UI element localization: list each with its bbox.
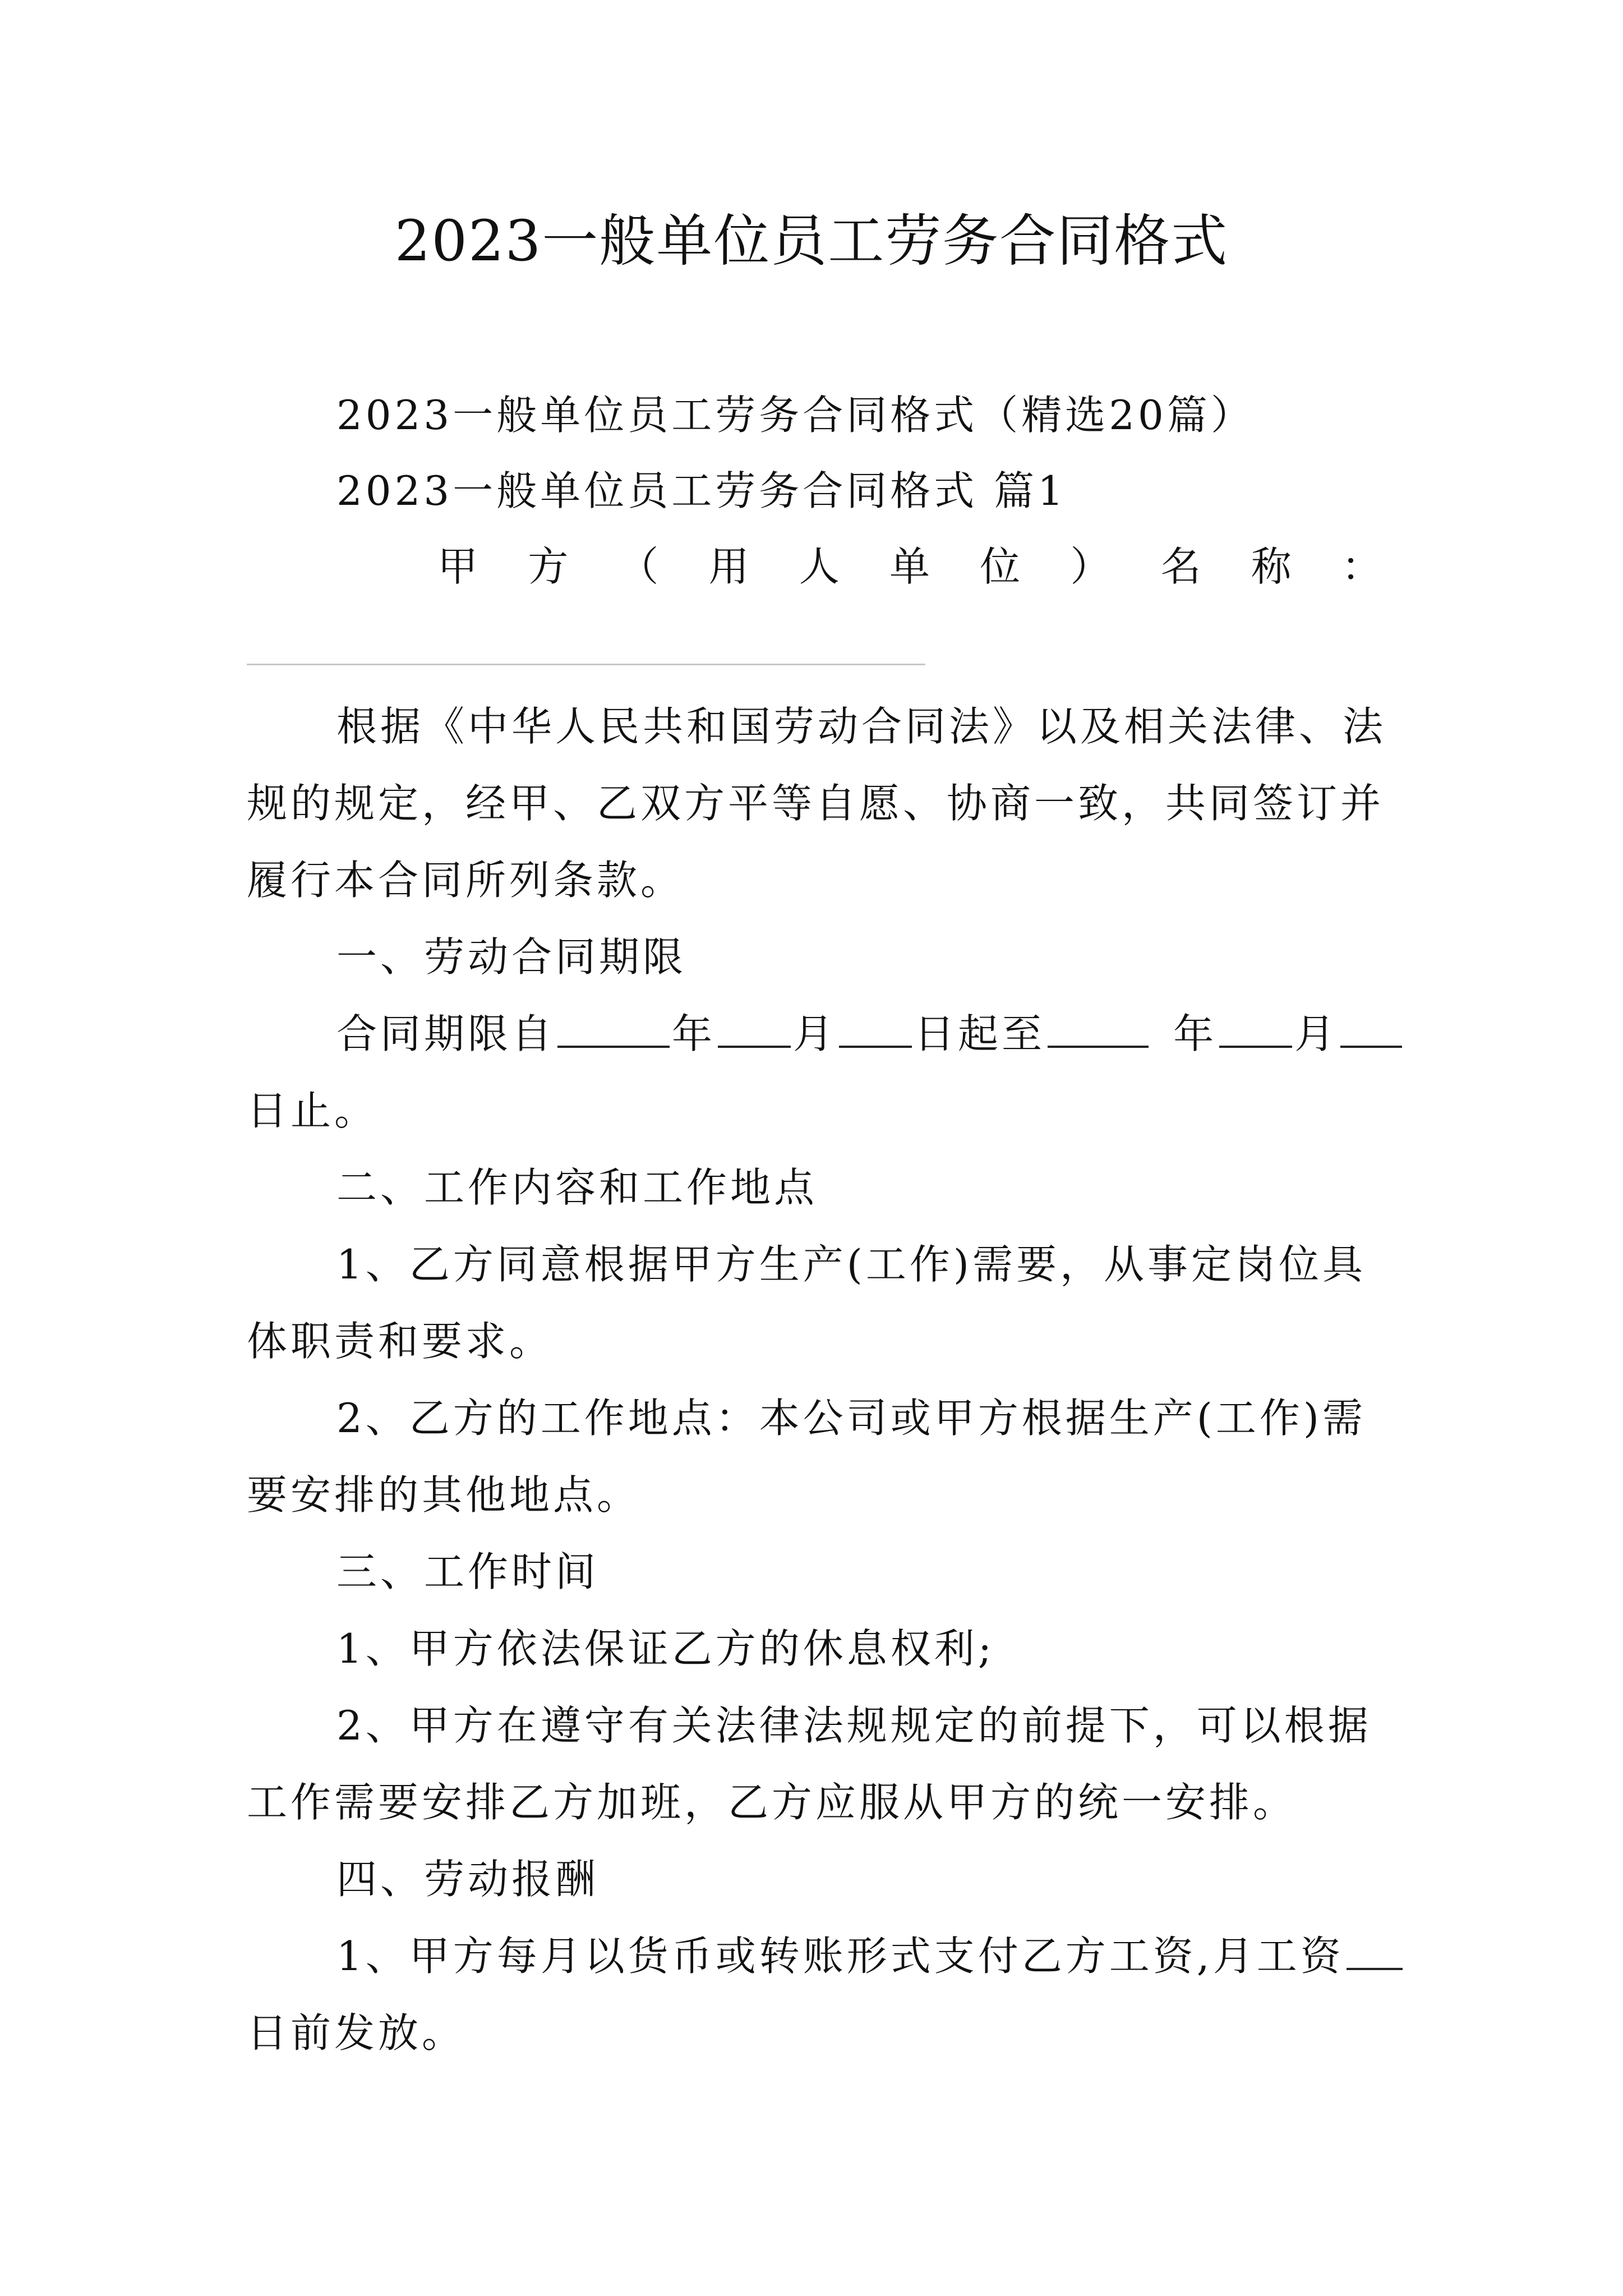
heading-contract-term: 一、劳动合同期限	[336, 933, 687, 981]
heading-work-time: 三、工作时间	[336, 1548, 600, 1595]
day-blank	[1340, 1006, 1402, 1048]
term-day-from-label: 日起至	[914, 1010, 1046, 1057]
clause-3-2-line: 2、甲方在遵守有关法律法规规定的前提下，可以根据	[336, 1702, 1372, 1749]
party-a-char: ）	[1070, 543, 1114, 590]
year-blank	[1048, 1006, 1149, 1048]
party-a-char: 称	[1251, 543, 1295, 590]
clause-2-1-line: 体职责和要求。	[247, 1318, 554, 1365]
intro-paragraph-line: 履行本合同所列条款。	[247, 857, 685, 904]
month-blank	[1219, 1006, 1292, 1048]
party-a-name-blank-line	[247, 664, 925, 665]
year-blank	[557, 1006, 670, 1048]
term-month-label: 月	[793, 1010, 837, 1057]
intro-paragraph-line: 根据《中华人民共和国劳动合同法》以及相关法律、法	[336, 703, 1387, 750]
party-a-char: 人	[799, 543, 843, 590]
party-a-char: 方	[528, 543, 572, 590]
pay-day-blank	[1347, 1929, 1403, 1970]
intro-paragraph-line: 规的规定，经甲、乙双方平等自愿、协商一致，共同签订并	[247, 780, 1385, 827]
term-prefix: 合同期限自	[336, 1010, 556, 1057]
party-a-char: 甲	[437, 543, 482, 590]
term-year-label: 年	[672, 1010, 716, 1057]
party-a-char: 位	[980, 543, 1024, 590]
party-a-name-label	[437, 539, 1385, 595]
clause-4-1-text: 1、甲方每月以货币或转账形式支付乙方工资,月工资	[336, 1932, 1344, 1980]
clause-4-1-line2: 日前发放。	[247, 2009, 466, 2056]
contract-term-line	[336, 1006, 1385, 1062]
month-blank	[718, 1006, 791, 1048]
document-subtitle: 2023一般单位员工劳务合同格式（精选20篇）	[336, 392, 1255, 439]
term-end: 日止。	[247, 1087, 379, 1134]
party-a-char: 用	[708, 543, 753, 590]
party-a-char: 单	[889, 543, 933, 590]
clause-2-2-line: 2、乙方的工作地点：本公司或甲方根据生产(工作)需	[336, 1395, 1366, 1442]
party-a-char: 名	[1160, 543, 1205, 590]
section-heading: 2023一般单位员工劳务合同格式 篇1	[336, 467, 1067, 514]
party-a-char: ：	[1341, 543, 1385, 590]
clause-4-1-line	[336, 1928, 1385, 1984]
term-year-label: 年	[1173, 1010, 1218, 1057]
clause-2-2-line: 要安排的其他地点。	[247, 1471, 641, 1519]
clause-3-2-line: 工作需要安排乙方加班，乙方应服从甲方的统一安排。	[247, 1779, 1297, 1826]
clause-2-1-line: 1、乙方同意根据甲方生产(工作)需要，从事定岗位具	[336, 1241, 1366, 1288]
day-blank	[839, 1006, 912, 1048]
document-title: 2023一般单位员工劳务合同格式	[394, 208, 1229, 274]
clause-3-1: 1、甲方依法保证乙方的休息权利;	[336, 1625, 995, 1672]
heading-work-content: 二、工作内容和工作地点	[336, 1164, 818, 1211]
party-a-char: （	[618, 543, 662, 590]
term-month-label: 月	[1294, 1010, 1339, 1057]
heading-remuneration: 四、劳动报酬	[336, 1856, 600, 1903]
